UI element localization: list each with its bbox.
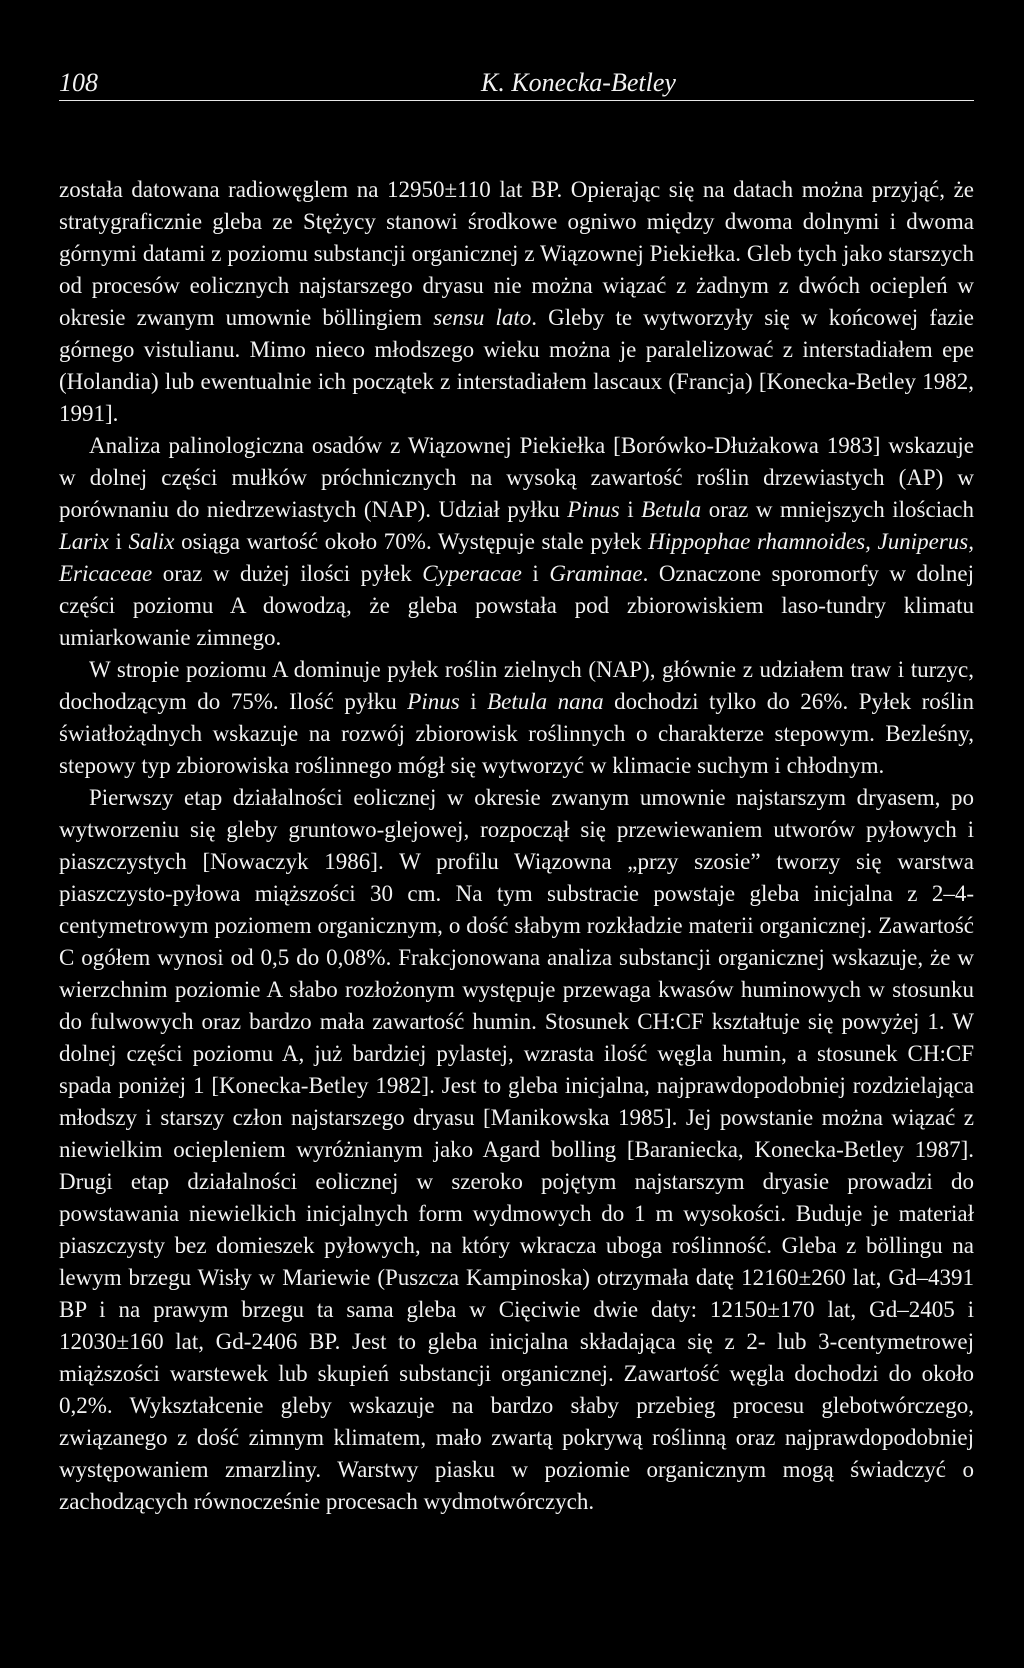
italic-term: sensu lato	[433, 305, 532, 330]
text-run: W stropie poziomu A dominuje pyłek roślin zielnych (NAP), głównie z udziałem traw i turzyc, dochodzącym do 75%. Ilość pyłku	[59, 657, 974, 714]
text-run: i	[619, 497, 642, 522]
taxon-name: Pinus	[407, 689, 460, 714]
taxon-name: Salix	[128, 529, 175, 554]
taxon-name: Betula nana	[487, 689, 604, 714]
text-run: Analiza palinologiczna osadów z Wiązownej Piekiełka [Borówko-Dłużakowa 1983] wskazuje w dolnej części mułków próchnicznych na wysoką zawartość roślin drzewiastych (AP) w porównaniu do niedrzewiastych (NAP). Udział pyłku	[59, 433, 974, 522]
paragraph-4: Pierwszy etap działalności eolicznej w okresie zwanym umownie najstarszym dryasem, po wytworzeniu się gleby gruntowo-glejowej, rozpoczął się przewiewaniem utworów pyłowych i piaszczystych [Nowaczyk 1986]. W profilu Wiązowna „przy szosie” tworzy się warstwa piaszczysto-pyłowa miąższości 30 cm. Na tym substracie powstaje gleba inicjalna z 2–4-centymetrowym poziomem organicznym, o dość słabym rozkładzie materii organicznej. Zawartość C ogółem wynosi od 0,5 do 0,08%. Frakcjonowana analiza substancji organicznej wskazuje, że w wierzchnim poziomie A słabo rozłożonym występuje przewaga kwasów huminowych w stosunku do fulwowych oraz bardzo mała zawartość humin. Stosunek CH:CF kształtuje się powyżej 1. W dolnej części poziomu A, już bardziej pylastej, wzrasta ilość węgla humin, a stosunek CH:CF spada poniżej 1 [Konecka-Betley 1982]. Jest to gleba inicjalna, najprawdopodobniej rozdzielająca młodszy i starszy człon najstarszego dryasu [Manikowska 1985]. Jej powstanie można wiązać z niewielkim ociepleniem wyróżnianym jako Agard bolling [Baraniecka, Konecka-Betley 1987]. Drugi etap działalności eolicznej w szeroko pojętym najstarszym dryasie prowadzi do powstawania niewielkich inicjalnych form wydmowych do 1 m wysokości. Buduje je materiał piaszczysty bez domieszek pyłowych, na który wkracza uboga roślinność. Gleba z böllingu na lewym brzegu Wisły w Mariewie (Puszcza Kampinoska) otrzymała datę 12160±260 lat, Gd–4391 BP i na prawym brzegu ta sama gleba w Cięciwie dwie daty: 12150±170 lat, Gd–2405 i 12030±160 lat, Gd-2406 BP. Jest to gleba inicjalna składająca się z 2- lub 3-centymetrowej miąższości warstewek lub skupień substancji organicznej. Zawartość węgla dochodzi do około 0,2%. Wykształcenie gleby wskazuje na bardzo słaby przebieg procesu glebotwórczego, związanego z dość zimnym klimatem, mało zwartą pokrywą roślinną oraz najprawdopodobniej występowaniem zmarzliny. Warstwy piasku w poziomie organicznym mogą świadczyć o zachodzących równocześnie procesach wydmotwórczych.	[59, 785, 974, 1514]
taxon-name: Hippophae rhamnoides, Juniperus, Ericaceae	[59, 529, 974, 586]
text-run: i	[108, 529, 129, 554]
running-head	[59, 66, 974, 101]
text-run: . Oznaczone sporomorfy w dolnej części poziomu A dowodzą, że gleba powstała pod zbiorowiskiem laso-tundry klimatu umiarkowanie zimnego.	[59, 561, 975, 650]
paragraph-2	[59, 430, 974, 654]
page-number: 108	[59, 68, 98, 97]
text-run: oraz w dużej ilości pyłek	[152, 561, 423, 586]
paragraph-3	[59, 654, 974, 782]
body-text	[59, 174, 974, 1518]
taxon-name: Betula	[641, 497, 702, 522]
taxon-name: Pinus	[567, 497, 620, 522]
paragraph-1	[59, 174, 974, 430]
taxon-name: Larix	[59, 529, 109, 554]
running-head-author: K. Konecka-Betley	[481, 68, 676, 97]
text-run: osiąga wartość około 70%. Występuje stale pyłek	[174, 529, 649, 554]
taxon-name: Cyperacae	[422, 561, 522, 586]
text-run: dochodzi tylko do 26%. Pyłek roślin światłożądnych wskazuje na rozwój zbiorowisk roślinnych o charakterze stepowym. Bezleśny, stepowy typ zbiorowiska roślinnego mógł się wytworzyć w klimacie suchym i chłodnym.	[59, 689, 975, 778]
text-run: . Gleby te wytworzyły się w końcowej fazie górnego vistulianu. Mimo nieco młodszego wieku można je paralelizować z interstadiałem epe (Holandia) lub ewentualnie ich początek z interstadiałem lascaux (Francja) [Konecka-Betley 1982, 1991].	[59, 305, 974, 426]
text-run: została datowana radiowęglem na 12950±110 lat BP. Opierając się na datach można przyjąć, że stratygraficznie gleba ze Stężycy stanowi środkowe ogniwo między dwoma dolnymi i dwoma górnymi datami z poziomu substancji organicznej z Wiązownej Piekiełka. Gleb tych jako starszych od procesów eolicznych najstarszego dryasu nie można wiązać z żadnym z dwóch ociepleń w okresie zwanym umownie böllingiem	[59, 177, 974, 330]
text-run: i	[459, 689, 488, 714]
taxon-name: Graminae	[549, 561, 643, 586]
text-run: oraz w mniejszych ilościach	[701, 497, 975, 522]
text-run: i	[521, 561, 550, 586]
